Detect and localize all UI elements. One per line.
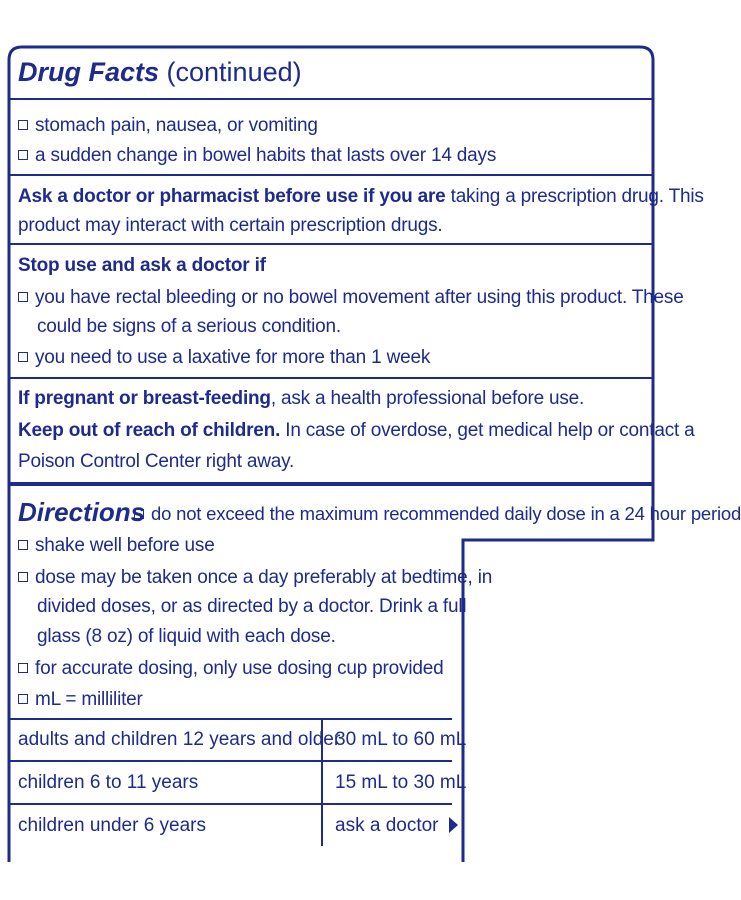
list-item-continued: divided doses, or as directed by a doctor. Drink a full xyxy=(37,596,467,617)
list-item: for accurate dosing, only use dosing cup provided xyxy=(18,657,443,681)
checkbox-icon xyxy=(18,292,28,302)
ask-doctor-line2: product may interact with certain prescription drugs. xyxy=(18,215,443,236)
ask-doctor-line1: Ask a doctor or pharmacist before use if you are taking a prescription drug. This xyxy=(18,186,704,207)
dose-cell: 15 mL to 30 mL xyxy=(335,772,467,793)
keep-out-line2: Poison Control Center right away. xyxy=(18,451,295,472)
list-item: you need to use a laxative for more than 1 week xyxy=(18,346,430,370)
list-item: mL = milliliter xyxy=(18,688,143,712)
arrow-right-icon xyxy=(449,817,458,833)
column-divider xyxy=(321,719,323,760)
list-item: shake well before use xyxy=(18,534,215,558)
list-item-continued: glass (8 oz) of liquid with each dose. xyxy=(37,626,336,647)
checkbox-icon xyxy=(134,509,144,519)
age-cell: children under 6 years xyxy=(18,815,206,836)
list-item-continued: could be signs of a serious condition. xyxy=(37,316,341,337)
stop-use-heading: Stop use and ask a doctor if xyxy=(18,255,266,276)
dose-cell: ask a doctor xyxy=(335,814,458,838)
list-item: stomach pain, nausea, or vomiting xyxy=(18,114,318,138)
checkbox-icon xyxy=(18,540,28,550)
pregnant-warning: If pregnant or breast-feeding, ask a health professional before use. xyxy=(18,388,585,409)
title-continued: (continued) xyxy=(159,57,302,87)
checkbox-icon xyxy=(18,120,28,130)
list-item: dose may be taken once a day preferably at bedtime, in xyxy=(18,566,492,590)
checkbox-icon xyxy=(18,352,28,362)
divider xyxy=(9,243,653,245)
title-bold: Drug Facts xyxy=(18,57,160,87)
checkbox-icon xyxy=(18,663,28,673)
column-divider xyxy=(321,805,323,846)
list-item: do not exceed the maximum recommended daily dose in a 24 hour period xyxy=(134,502,741,526)
divider xyxy=(9,174,653,176)
checkbox-icon xyxy=(18,150,28,160)
table-row xyxy=(9,762,467,805)
age-cell: adults and children 12 years and older xyxy=(18,729,341,750)
dosage-table xyxy=(9,719,467,846)
list-item: a sudden change in bowel habits that lasts over 14 days xyxy=(18,144,496,168)
page-title xyxy=(18,55,302,89)
column-divider xyxy=(321,762,323,803)
list-item: you have rectal bleeding or no bowel movement after using this product. These xyxy=(18,286,684,310)
directions-title: Directions xyxy=(18,497,146,527)
table-row xyxy=(9,805,452,846)
table-row xyxy=(9,719,467,762)
age-cell: children 6 to 11 years xyxy=(18,772,199,793)
section-divider xyxy=(9,482,653,486)
dose-cell: 30 mL to 60 mL xyxy=(335,729,467,750)
divider xyxy=(9,377,653,379)
divider xyxy=(9,98,653,100)
checkbox-icon xyxy=(18,694,28,704)
checkbox-icon xyxy=(18,572,28,582)
keep-out-line1: Keep out of reach of children. In case of overdose, get medical help or contact a xyxy=(18,420,695,441)
